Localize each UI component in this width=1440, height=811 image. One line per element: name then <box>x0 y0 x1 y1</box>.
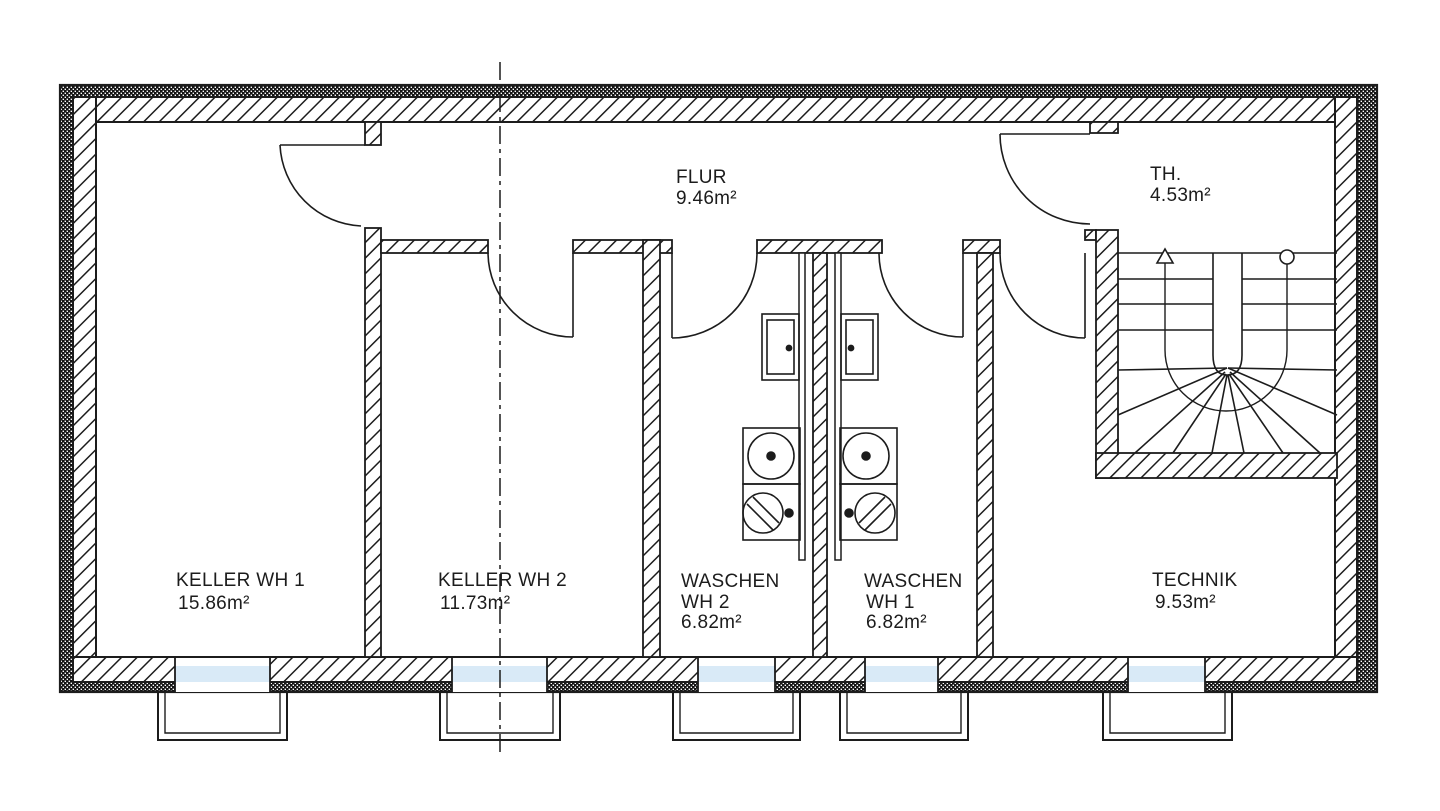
walking-line-circle-icon <box>1280 250 1294 264</box>
wall-stub-th-door <box>1090 122 1118 133</box>
dryer-icon <box>840 484 897 540</box>
window-technik <box>1128 657 1205 692</box>
door-waschen2 <box>672 253 757 338</box>
light-wells <box>158 692 1232 740</box>
door-keller1 <box>280 145 365 226</box>
window-waschen1 <box>865 657 938 692</box>
room-area-keller1: 15.86m² <box>178 593 250 614</box>
room-unit-waschen2: WH 2 <box>681 592 730 613</box>
stairs-up-arrow-icon <box>1157 249 1173 263</box>
room-label-keller2: KELLER WH 2 <box>438 570 567 591</box>
wall-keller1-keller2 <box>365 228 381 657</box>
room-unit-waschen1: WH 1 <box>866 592 915 613</box>
washing-machine-icon <box>840 428 897 484</box>
room-label-flur: FLUR <box>676 167 727 188</box>
wall-waschen-north-cap <box>757 240 882 253</box>
room-label-technik: TECHNIK <box>1152 570 1238 591</box>
room-labels <box>176 164 1238 633</box>
room-label-keller1: KELLER WH 1 <box>176 570 305 591</box>
stair-enclosure-south-wall <box>1096 453 1337 478</box>
wall-keller2-north-west <box>381 240 488 253</box>
door-waschen1 <box>879 253 963 337</box>
dryer-icon <box>743 484 800 540</box>
room-area-waschen1: 6.82m² <box>866 612 927 633</box>
stair-enclosure-west-wall <box>1096 230 1118 478</box>
window-waschen2 <box>698 657 775 692</box>
room-area-keller2: 11.73m² <box>440 593 511 614</box>
sink-icon <box>841 314 878 380</box>
room-label-waschen1: WASCHEN <box>864 571 963 592</box>
light-well <box>673 692 800 740</box>
room-area-th: 4.53m² <box>1150 185 1211 206</box>
room-label-th: TH. <box>1150 164 1182 185</box>
light-well <box>158 692 287 740</box>
door-flur-th <box>1000 134 1090 224</box>
stair-wall-tab <box>1085 230 1096 240</box>
door-th-technik <box>1000 253 1085 338</box>
staircase <box>1118 249 1337 453</box>
wall-technik-north-cap <box>963 240 1000 253</box>
stair-well-edge <box>1213 253 1242 375</box>
room-area-technik: 9.53m² <box>1155 592 1216 613</box>
room-area-flur: 9.46m² <box>676 188 737 209</box>
window-keller1 <box>175 657 270 692</box>
washing-machine-icon <box>743 428 800 484</box>
light-well <box>840 692 968 740</box>
light-well <box>1103 692 1232 740</box>
doors <box>280 134 1090 338</box>
wall-stub-keller1-door <box>365 122 381 145</box>
wall-waschen2-waschen1 <box>813 253 827 657</box>
room-label-waschen2: WASCHEN <box>681 571 780 592</box>
sink-icon <box>762 314 799 380</box>
wall-keller2-waschen2 <box>643 240 660 657</box>
wall-waschen1-technik <box>977 253 993 657</box>
room-area-waschen2: 6.82m² <box>681 612 742 633</box>
